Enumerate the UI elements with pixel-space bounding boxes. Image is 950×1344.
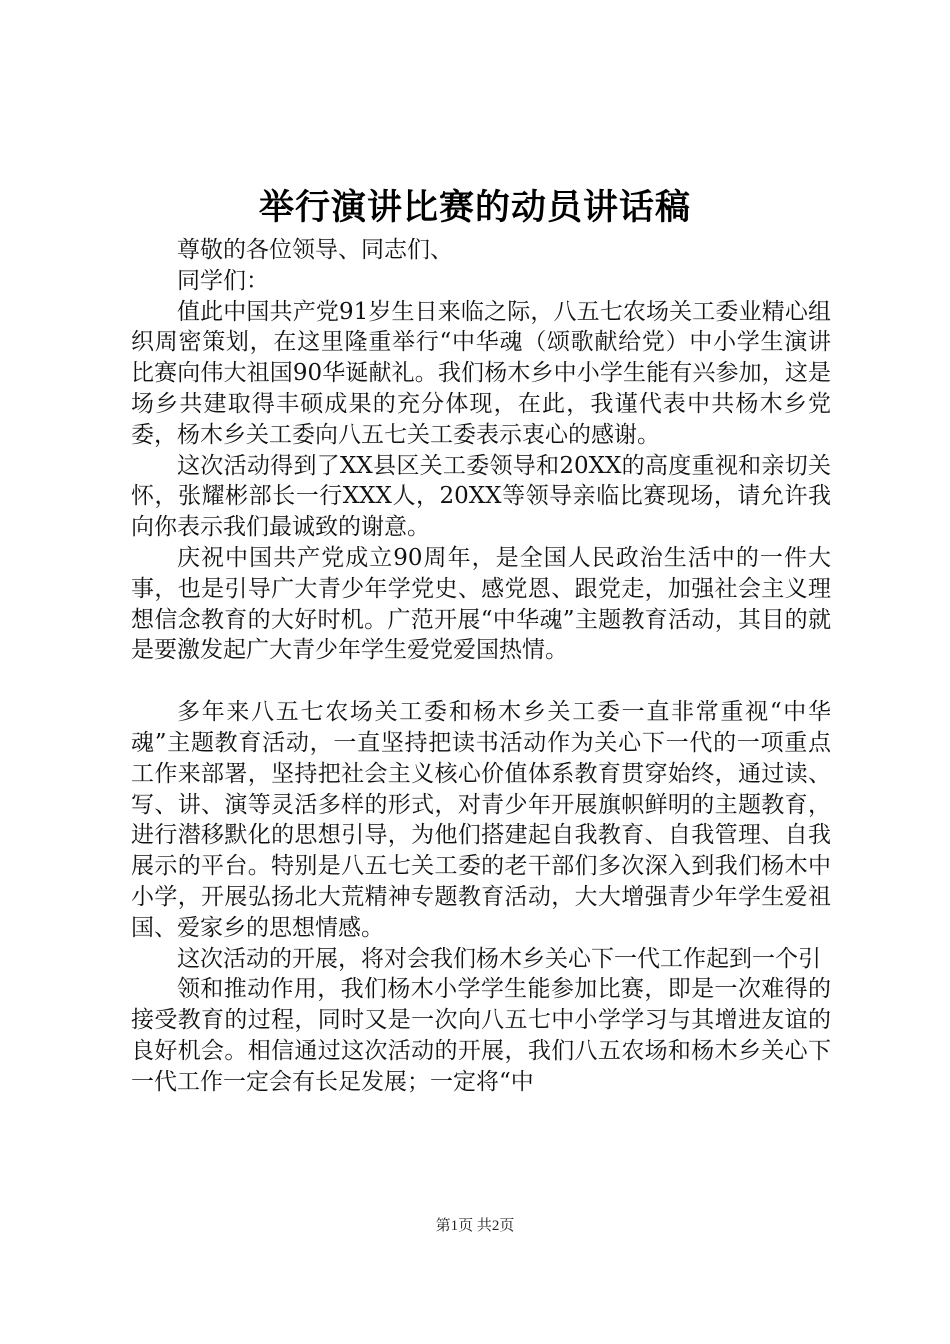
paragraph-history: 多年来八五七农场关工委和杨木乡关工委一直非常重视“中华魂”主题教育活动，一直坚持把读书活动作为关心下一代的一项重点工作来部署，坚持把社会主义核心价值体系教育贯穿始终，通过读、写、讲、演等灵活多样的形式，对青少年开展旗帜鲜明的主题教育，进行潜移默化的思想引导，为他们搭建起自我教育、自我管理、自我展示的平台。特别是八五七关工委的老干部们多次深入到我们杨木中小学，开展弘扬北大荒精神专题教育活动，大大增强青少年学生爱祖国、爱家乡的思想情感。 [131,699,831,941]
paragraph-activity: 这次活动的开展，将对会我们杨木乡关心下一代工作起到一个引 [177,945,821,972]
page-number-footer: 第1页 共2页 [435,1218,515,1234]
salutation-line-1: 尊敬的各位领导、同志们、 [177,237,453,263]
paragraph-thanks: 这次活动得到了XX县区关工委领导和20XX的高度重视和亲切关怀，张耀彬部长一行XXX人，20XX等领导亲临比赛现场，请允许我向你表示我们最诚致的谢意。 [131,452,831,541]
paragraph-celebration: 庆祝中国共产党成立90周年，是全国人民政治生活中的一件大事，也是引导广大青少年学党史、感党恩、跟党走，加强社会主义理想信念教育的大好时机。广范开展“中华魂”主题教育活动，其目的就是要激发起广大青少年学生爱党爱国热情。 [131,544,831,664]
document-title: 举行演讲比赛的动员讲话稿 [258,187,691,228]
paragraph-continuation: 领和推动作用，我们杨木小学学生能参加比赛，即是一次难得的接受教育的过程，同时又是一次向八五七中小学学习与其增进友谊的良好机会。相信通过这次活动的开展，我们八五农场和杨木乡关心下一代工作一定会有长足发展；一定将“中 [131,976,831,1095]
document-body [131,235,831,1098]
paragraph-opening: 值此中国共产党91岁生日来临之际，八五七农场关工委业精心组织周密策划，在这里隆重举行“中华魂（颂歌献给党）中小学生演讲比赛向伟大祖国90华诞献礼。我们杨木乡中小学生能有兴参加，这是场乡共建取得丰硕成果的充分体现，在此，我谨代表中共杨木乡党委，杨木乡关工委向八五七关工委表示衷心的感谢。 [131,298,831,448]
salutation-line-2: 同学们： [177,267,269,294]
